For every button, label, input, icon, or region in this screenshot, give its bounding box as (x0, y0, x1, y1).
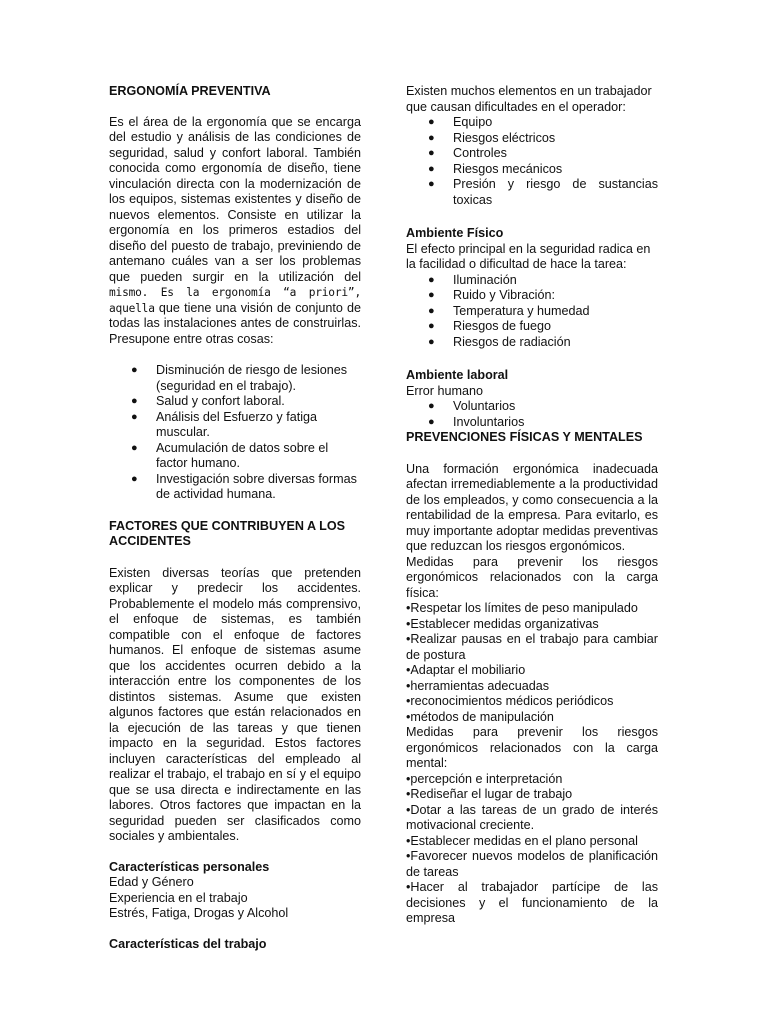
bullet-icon: ● (428, 273, 435, 286)
list-item: ● Investigación sobre diversas formas de actividad humana. (131, 471, 357, 501)
bullet-icon: ● (131, 472, 138, 485)
personales-line: Edad y Género (109, 875, 194, 889)
carga-fisica-item: •métodos de manipulación (406, 709, 554, 724)
ambiente-laboral-list (406, 399, 658, 430)
bullet-icon: ● (428, 335, 435, 348)
bullet-icon: ● (428, 162, 435, 175)
carga-fisica-item: •Realizar pausas en el trabajo para cambiar de postura (406, 632, 658, 662)
bullet-icon: ● (428, 147, 435, 159)
carga-fisica-item: •herramientas adecuadas (406, 678, 550, 693)
ambiente-fisico-heading: Ambiente Físico (406, 226, 504, 240)
carga-mental-item: •Favorecer nuevos modelos de planificación de tareas (406, 849, 658, 879)
list-item: ● Iluminación (428, 272, 517, 287)
caracteristicas-trabajo-heading: Características del trabajo (109, 936, 267, 951)
list-item: ● Voluntarios (428, 399, 516, 413)
prevenciones-paragraph: Una formación ergonómica inadecuada afectan irremediablemente a la productividad de los empleados, y como consecuencia a la rentabilidad de la empresa. Para evitarlo, es muy importante adoptar medidas preventivas que reduzcan los riesgos ergonómicos. (406, 461, 659, 553)
error-humano-line: Error humano (406, 383, 483, 398)
bullet-icon: ● (428, 289, 435, 301)
bullet-icon: ● (428, 320, 435, 332)
list-item: ● Disminución de riesgo de lesiones (seguridad en el trabajo). (131, 363, 348, 393)
bullet-icon: ● (131, 364, 138, 376)
list-item: ● Involuntarios (428, 414, 525, 429)
carga-mental-item: •Establecer medidas en el plano personal (406, 833, 638, 848)
list-item: ● Acumulación de datos sobre el factor humano. (131, 440, 329, 470)
ergonomia-list (109, 363, 361, 503)
bullet-icon: ● (131, 395, 138, 407)
bullet-icon: ● (428, 415, 435, 428)
list-item: ● Riesgos de radiación (428, 334, 571, 349)
carga-fisica-item: •Respetar los límites de peso manipulado (406, 601, 638, 615)
carga-mental-item: •Dotar a las tareas de un grado de interés motivacional creciente. (406, 802, 658, 832)
list-item: ● Salud y confort laboral. (131, 394, 285, 408)
ambiente-fisico-list (406, 273, 658, 351)
list-item: ● Equipo (428, 115, 493, 129)
ergonomia-paragraph-part-1: Es el área de la ergonomía que se encarga del estudio y análisis de las condiciones de seguridad, salud y confort laboral. También conocida como ergonomía de diseño, tiene vinculación directa con la modernización de los equipos, sistemas existentes y diseño de nuevos elementos. Consiste en utilizar la ergonomía en los primeros estadios del diseño del puesto de trabajo, previniendo de antemano cuáles van a ser los problemas que pueden surgir en la utilización del (109, 114, 361, 284)
bullet-icon: ● (131, 410, 138, 423)
carga-fisica-item: •Adaptar el mobiliario (406, 663, 526, 677)
carga-mental-item: •percepción e interpretación (406, 771, 563, 786)
carga-mental-item: •Rediseñar el lugar de trabajo (406, 787, 573, 801)
list-item: ● Análisis del Esfuerzo y fatiga muscular. (131, 409, 318, 439)
personales-line: Experiencia en el trabajo (109, 890, 248, 905)
list-item: ● Riesgos mecánicos (428, 161, 563, 176)
bullet-icon: ● (428, 131, 435, 144)
caracteristicas-personales-heading: Características personales (109, 859, 270, 874)
ambiente-laboral-heading: Ambiente laboral (406, 368, 509, 382)
bullet-icon: ● (428, 116, 435, 128)
carga-fisica-intro: Medidas para prevenir los riesgos ergonómicos relacionados con la carga física: (406, 554, 658, 600)
list-item: ● Presión y riesgo de sustancias toxicas (428, 177, 658, 207)
bullet-icon: ● (428, 304, 435, 317)
intro-paragraph: Existen muchos elementos en un trabajador que causan dificultades en el operador: (406, 84, 652, 114)
left-column (109, 84, 361, 952)
ergonomia-preventiva-heading: ERGONOMÍA PREVENTIVA (109, 84, 271, 98)
personales-line: Estrés, Fatiga, Drogas y Alcohol (109, 906, 289, 920)
ergonomia-paragraph-part-2: mismo. Es la ergonomía “a priori”, aquella (109, 286, 361, 315)
list-item: ● Riesgos de fuego (428, 319, 552, 333)
carga-mental-item: •Hacer al trabajador partícipe de las decisiones y el funcionamiento de la empresa (406, 880, 658, 925)
factores-paragraph: Existen diversas teorías que pretenden explicar y predecir los accidentes. Probablemente el modelo más comprensivo, el enfoque de sistemas, es también compatible con el enfoque de factores humanos. El enfoque de sistemas asume que los accidentes ocurren debido a la interacción entre los componentes de los distintos sistemas. Asume que existen algunos factores que están relacionados en la ejecución de las tareas y que tienen impacto en la seguridad. Estos factores incluyen características del empleado al realizar el trabajo, el trabajo en sí y el equipo que se usa directa e indirectamente en las labores. Otros factores que impactan en la seguridad pueden ser clasificados como sociales y ambientales. (109, 565, 361, 843)
bullet-icon: ● (131, 441, 138, 454)
bullet-icon: ● (428, 178, 435, 190)
prevenciones-heading: PREVENCIONES FÍSICAS Y MENTALES (406, 430, 643, 444)
list-item: ● Temperatura y humedad (428, 303, 590, 318)
carga-fisica-item: •reconocimientos médicos periódicos (406, 694, 614, 708)
carga-mental-intro: Medidas para prevenir los riesgos ergonómicos relacionados con la carga mental: (406, 725, 658, 770)
right-column (406, 84, 658, 927)
list-item: ● Riesgos eléctricos (428, 130, 556, 145)
intro-list (406, 115, 658, 208)
list-item: ● Controles (428, 146, 507, 160)
carga-fisica-item: •Establecer medidas organizativas (406, 616, 599, 631)
list-item: ● Ruido y Vibración: (428, 288, 555, 302)
factores-heading: FACTORES QUE CONTRIBUYEN A LOS ACCIDENTES (109, 518, 346, 548)
ergonomia-paragraph-part-3: que tiene una visión de conjunto de todas las instalaciones antes de construirlas. Presupone entre otras cosas: (109, 300, 361, 346)
bullet-icon: ● (428, 400, 435, 412)
ergonomia-paragraph (109, 115, 361, 348)
ambiente-fisico-paragraph: El efecto principal en la seguridad radica en la facilidad o dificultad de hace la tarea: (406, 241, 651, 271)
